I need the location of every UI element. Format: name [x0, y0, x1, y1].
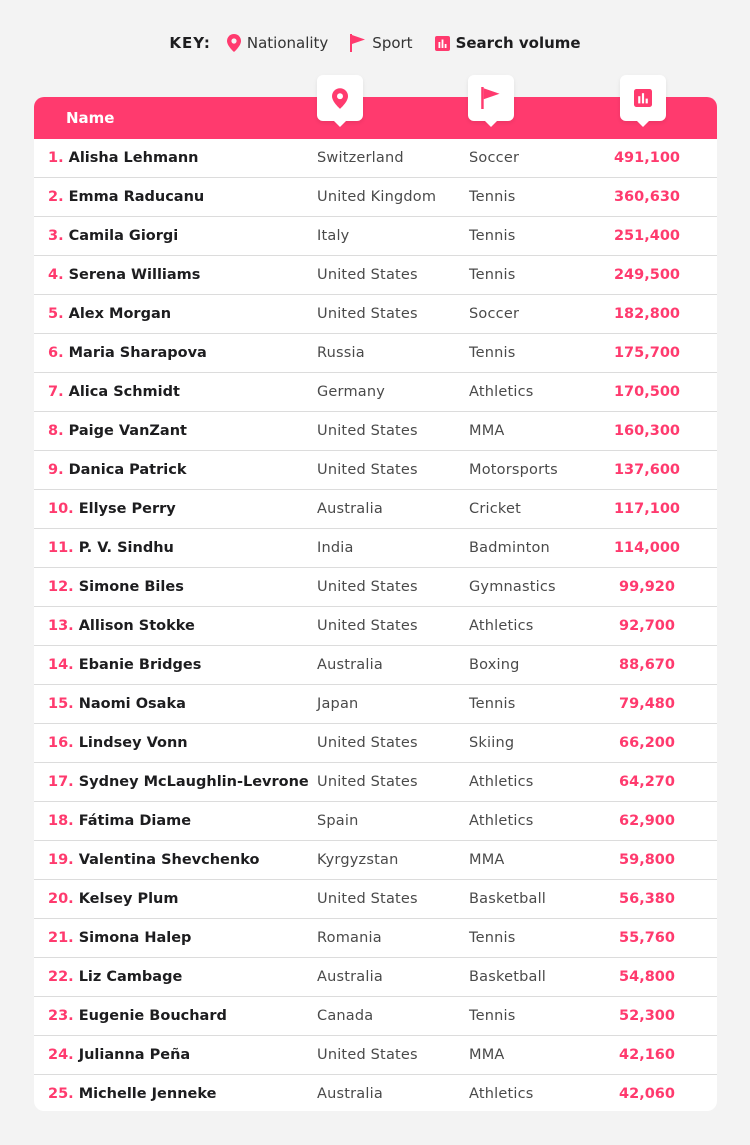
nationality-cell: United States: [317, 618, 418, 634]
athlete-name-cell: [48, 1036, 190, 1075]
table-row: [34, 568, 717, 607]
search-volume-cell: 182,800: [613, 306, 681, 322]
athlete-name: Ellyse Perry: [78, 501, 176, 517]
table-row: [34, 295, 717, 334]
athlete-name-cell: [48, 139, 199, 178]
athlete-name: Alisha Lehmann: [68, 150, 199, 166]
table-row: [34, 412, 717, 451]
athlete-name-cell: [48, 607, 195, 646]
sport-cell: Cricket: [469, 501, 521, 517]
athlete-name-cell: [48, 412, 187, 451]
rank-number: 1.: [48, 150, 64, 166]
nationality-cell: Kyrgyzstan: [317, 852, 399, 868]
table-row: [34, 919, 717, 958]
rank-number: 15.: [48, 696, 74, 712]
sport-cell: Soccer: [469, 150, 520, 166]
table-body: [34, 139, 717, 1114]
table-row: [34, 529, 717, 568]
athlete-name: Ebanie Bridges: [78, 657, 202, 673]
sport-cell: Tennis: [469, 189, 516, 205]
column-header-name: Name: [66, 109, 115, 127]
search-volume-cell: 175,700: [613, 345, 681, 361]
athlete-name: P. V. Sindhu: [78, 540, 174, 556]
rank-number: 19.: [48, 852, 74, 868]
sport-cell: Skiing: [469, 735, 515, 751]
search-volume-cell: 66,200: [619, 735, 675, 751]
athlete-name: Serena Williams: [68, 267, 201, 283]
table-row: [34, 802, 717, 841]
rank-number: 4.: [48, 267, 64, 283]
search-volume-cell: 55,760: [619, 930, 675, 946]
athlete-name-cell: [48, 1075, 216, 1114]
search-volume-cell: 52,300: [619, 1008, 675, 1024]
athlete-name-cell: [48, 646, 201, 685]
table-row: [34, 958, 717, 997]
column-header-search-volume: [620, 75, 666, 121]
athlete-name: Camila Giorgi: [68, 228, 179, 244]
key-item-search-volume: [435, 34, 581, 52]
rank-number: 21.: [48, 930, 74, 946]
table-row: [34, 256, 717, 295]
nationality-cell: Italy: [317, 228, 350, 244]
nationality-cell: United States: [317, 579, 418, 595]
rank-number: 2.: [48, 189, 64, 205]
ranking-table: [34, 97, 717, 1111]
athlete-name-cell: [48, 256, 200, 295]
search-volume-cell: 251,400: [613, 228, 681, 244]
search-volume-cell: 114,000: [613, 540, 681, 556]
table-row: [34, 685, 717, 724]
nationality-cell: Germany: [317, 384, 386, 400]
table-row: [34, 607, 717, 646]
athlete-name-cell: [48, 178, 204, 217]
athlete-name: Alex Morgan: [68, 306, 172, 322]
athlete-name-cell: [48, 568, 184, 607]
table-row: [34, 217, 717, 256]
sport-cell: Badminton: [469, 540, 550, 556]
athlete-name: Fátima Diame: [78, 813, 192, 829]
rank-number: 23.: [48, 1008, 74, 1024]
bar-chart-icon: [634, 89, 652, 107]
sport-cell: MMA: [469, 852, 505, 868]
nationality-cell: India: [317, 540, 354, 556]
sport-cell: Athletics: [469, 618, 534, 634]
search-volume-cell: 54,800: [619, 969, 675, 985]
rank-number: 17.: [48, 774, 74, 790]
athlete-name-cell: [48, 958, 182, 997]
sport-cell: Athletics: [469, 384, 534, 400]
nationality-cell: Japan: [317, 696, 359, 712]
rank-number: 24.: [48, 1047, 74, 1063]
athlete-name: Liz Cambage: [78, 969, 183, 985]
nationality-cell: United States: [317, 423, 418, 439]
athlete-name-cell: [48, 802, 191, 841]
nationality-cell: United States: [317, 267, 418, 283]
athlete-name: Julianna Peña: [78, 1047, 191, 1063]
nationality-cell: Australia: [317, 969, 383, 985]
nationality-cell: Switzerland: [317, 150, 404, 166]
search-volume-cell: 88,670: [619, 657, 675, 673]
rank-number: 10.: [48, 501, 74, 517]
nationality-cell: United States: [317, 774, 418, 790]
table-row: [34, 178, 717, 217]
rank-number: 25.: [48, 1086, 74, 1102]
sport-cell: Gymnastics: [469, 579, 556, 595]
search-volume-cell: 360,630: [613, 189, 681, 205]
rank-number: 20.: [48, 891, 74, 907]
athlete-name: Lindsey Vonn: [78, 735, 188, 751]
nationality-cell: United States: [317, 306, 418, 322]
search-volume-cell: 64,270: [619, 774, 675, 790]
table-row: [34, 841, 717, 880]
bar-chart-icon: [435, 36, 450, 51]
search-volume-cell: 42,160: [619, 1047, 675, 1063]
athlete-name: Alica Schmidt: [68, 384, 180, 400]
athlete-name-cell: [48, 724, 188, 763]
athlete-name-cell: [48, 919, 191, 958]
flag-icon: [481, 87, 501, 109]
nationality-cell: Australia: [317, 501, 383, 517]
rank-number: 16.: [48, 735, 74, 751]
athlete-name-cell: [48, 334, 207, 373]
table-row: [34, 139, 717, 178]
athlete-name: Danica Patrick: [68, 462, 187, 478]
nationality-cell: Romania: [317, 930, 382, 946]
nationality-cell: Spain: [317, 813, 359, 829]
search-volume-cell: 99,920: [619, 579, 675, 595]
athlete-name-cell: [48, 373, 180, 412]
sport-cell: Tennis: [469, 696, 516, 712]
sport-cell: Basketball: [469, 969, 547, 985]
athlete-name: Paige VanZant: [68, 423, 187, 439]
sport-cell: Soccer: [469, 306, 520, 322]
rank-number: 8.: [48, 423, 64, 439]
table-row: [34, 763, 717, 802]
sport-cell: Tennis: [469, 930, 516, 946]
sport-cell: Tennis: [469, 345, 516, 361]
search-volume-cell: 56,380: [619, 891, 675, 907]
nationality-cell: United States: [317, 891, 418, 907]
location-pin-icon: [332, 88, 348, 109]
athlete-name: Simona Halep: [78, 930, 192, 946]
sport-cell: Basketball: [469, 891, 547, 907]
athlete-name: Emma Raducanu: [68, 189, 205, 205]
table-row: [34, 724, 717, 763]
nationality-cell: Australia: [317, 657, 383, 673]
athlete-name: Naomi Osaka: [78, 696, 186, 712]
sport-cell: Athletics: [469, 813, 534, 829]
search-volume-cell: 249,500: [613, 267, 681, 283]
athlete-name-cell: [48, 997, 227, 1036]
athlete-name-cell: [48, 490, 176, 529]
nationality-cell: Russia: [317, 345, 365, 361]
nationality-cell: Australia: [317, 1086, 383, 1102]
table-row: [34, 373, 717, 412]
rank-number: 5.: [48, 306, 64, 322]
athlete-name-cell: [48, 217, 178, 256]
rank-number: 22.: [48, 969, 74, 985]
athlete-name: Kelsey Plum: [78, 891, 179, 907]
key-item-nationality: [227, 34, 328, 52]
flag-icon: [350, 34, 366, 52]
search-volume-cell: 92,700: [619, 618, 675, 634]
table-row: [34, 451, 717, 490]
sport-cell: MMA: [469, 1047, 505, 1063]
athlete-name: Valentina Shevchenko: [78, 852, 260, 868]
nationality-cell: United States: [317, 1047, 418, 1063]
sport-cell: Athletics: [469, 1086, 534, 1102]
rank-number: 7.: [48, 384, 64, 400]
athlete-name-cell: [48, 880, 178, 919]
table-header: [34, 97, 717, 139]
table-row: [34, 880, 717, 919]
search-volume-cell: 491,100: [613, 150, 681, 166]
search-volume-cell: 170,500: [613, 384, 681, 400]
search-volume-cell: 160,300: [613, 423, 681, 439]
key-sport-label: Sport: [372, 34, 413, 52]
rank-number: 6.: [48, 345, 64, 361]
table-row: [34, 490, 717, 529]
athlete-name: Simone Biles: [78, 579, 184, 595]
search-volume-cell: 42,060: [619, 1086, 675, 1102]
athlete-name: Maria Sharapova: [68, 345, 207, 361]
key-label: KEY:: [169, 34, 211, 52]
athlete-name: Michelle Jenneke: [78, 1086, 217, 1102]
rank-number: 12.: [48, 579, 74, 595]
rank-number: 11.: [48, 540, 74, 556]
column-header-nationality: [317, 75, 363, 121]
sport-cell: Tennis: [469, 228, 516, 244]
athlete-name-cell: [48, 841, 259, 880]
rank-number: 3.: [48, 228, 64, 244]
search-volume-cell: 79,480: [619, 696, 675, 712]
rank-number: 13.: [48, 618, 74, 634]
search-volume-cell: 137,600: [613, 462, 681, 478]
search-volume-cell: 62,900: [619, 813, 675, 829]
nationality-cell: Canada: [317, 1008, 374, 1024]
athlete-name-cell: [48, 529, 174, 568]
athlete-name-cell: [48, 295, 171, 334]
key-nationality-label: Nationality: [246, 34, 329, 52]
table-row: [34, 997, 717, 1036]
athlete-name-cell: [48, 451, 186, 490]
athlete-name: Allison Stokke: [78, 618, 195, 634]
search-volume-cell: 117,100: [613, 501, 681, 517]
sport-cell: Tennis: [469, 267, 516, 283]
athlete-name: Eugenie Bouchard: [78, 1008, 227, 1024]
nationality-cell: United Kingdom: [317, 189, 437, 205]
sport-cell: Motorsports: [469, 462, 558, 478]
key-search-volume-label: Search volume: [455, 34, 581, 52]
athlete-name-cell: [48, 685, 186, 724]
rank-number: 14.: [48, 657, 74, 673]
sport-cell: Athletics: [469, 774, 534, 790]
nationality-cell: United States: [317, 462, 418, 478]
athlete-name-cell: [48, 763, 309, 802]
search-volume-cell: 59,800: [619, 852, 675, 868]
rank-number: 9.: [48, 462, 64, 478]
table-row: [34, 1036, 717, 1075]
column-header-sport: [468, 75, 514, 121]
rank-number: 18.: [48, 813, 74, 829]
location-pin-icon: [227, 34, 241, 52]
sport-cell: MMA: [469, 423, 505, 439]
legend-key: [0, 32, 750, 54]
key-item-sport: [350, 34, 412, 52]
table-row: [34, 646, 717, 685]
sport-cell: Tennis: [469, 1008, 516, 1024]
sport-cell: Boxing: [469, 657, 520, 673]
table-row: [34, 334, 717, 373]
table-row: [34, 1075, 717, 1114]
nationality-cell: United States: [317, 735, 418, 751]
athlete-name: Sydney McLaughlin-Levrone: [78, 774, 309, 790]
